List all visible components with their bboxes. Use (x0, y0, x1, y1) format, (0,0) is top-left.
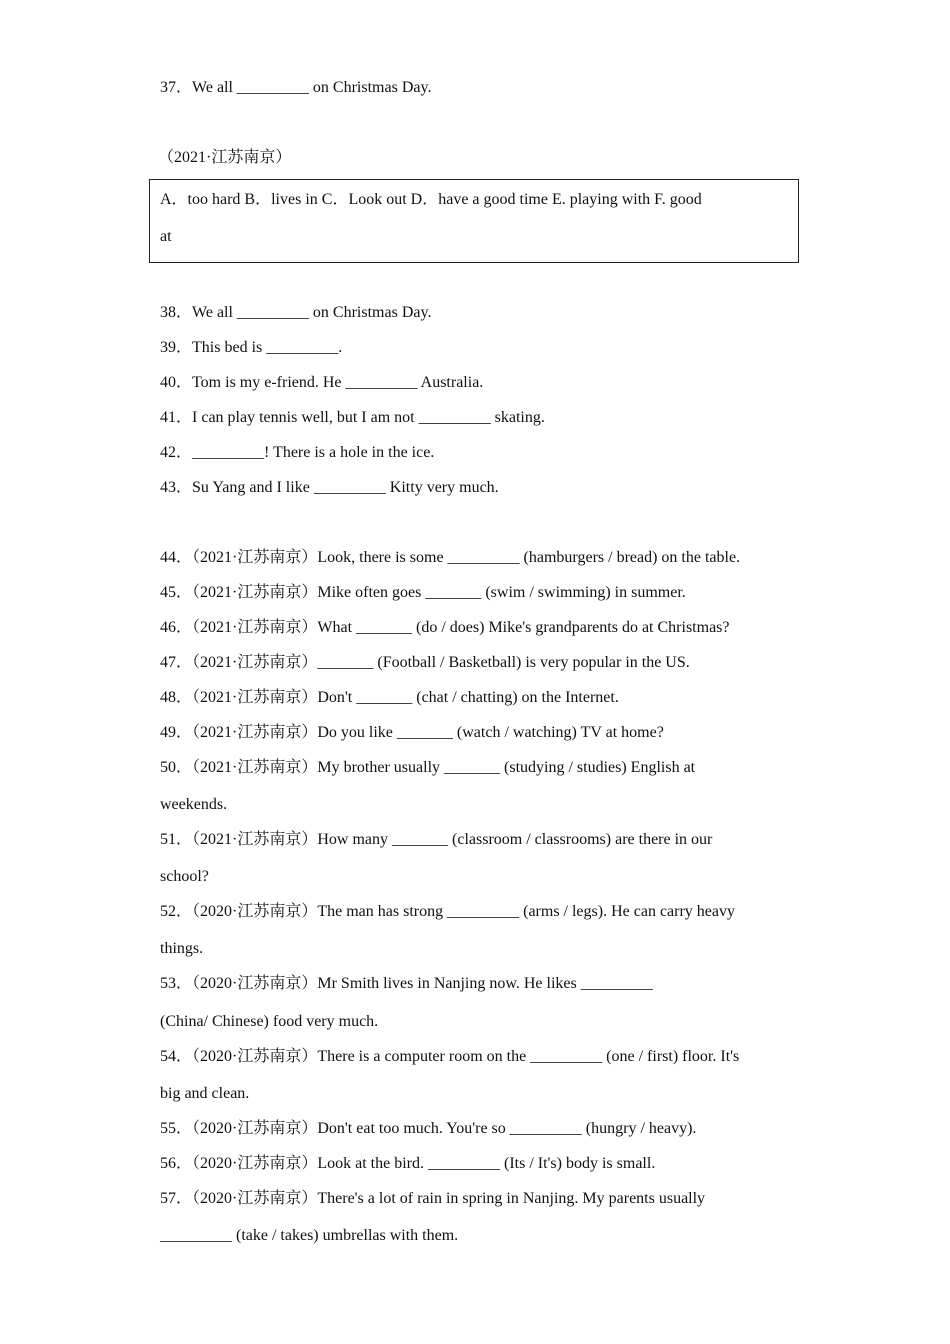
question-source: （2020·江苏南京） (192, 1048, 318, 1065)
question-text: Mr Smith lives in Nanjing now. He likes _________ (317, 975, 653, 992)
question-57-continuation: _________ (take / takes) umbrellas with them. (160, 1227, 459, 1244)
question-53-continuation: (China/ Chinese) food very much. (160, 1013, 379, 1030)
question-number: 49． (160, 724, 193, 741)
question-text: _______ (Football / Basketball) is very popular in the US. (317, 654, 690, 671)
question-source: （2021·江苏南京） (192, 584, 318, 601)
source-note: （2021·江苏南京） (158, 149, 292, 166)
question-42 (160, 443, 785, 463)
question-text: Look, there is some _________ (hamburgers / bread) on the table. (317, 549, 741, 566)
question-54-continuation: big and clean. (160, 1085, 250, 1102)
question-source: （2020·江苏南京） (192, 975, 318, 992)
question-number: 37． (160, 79, 193, 96)
question-40 (160, 373, 785, 393)
question-39 (160, 338, 785, 358)
question-number: 53． (160, 975, 193, 992)
question-number: 48． (160, 689, 193, 706)
question-48 (160, 688, 785, 708)
question-number: 50． (160, 759, 193, 776)
question-text: What _______ (do / does) Mike's grandparents do at Christmas? (317, 619, 730, 636)
question-text: Tom is my e-friend. He _________ Australia. (192, 374, 484, 391)
question-53 (160, 974, 785, 994)
question-text: This bed is _________. (192, 339, 343, 356)
question-source: （2021·江苏南京） (192, 619, 318, 636)
question-source: （2020·江苏南京） (192, 903, 318, 920)
question-number: 52． (160, 903, 193, 920)
question-number: 43． (160, 479, 193, 496)
question-text: My brother usually _______ (studying / studies) English at (317, 759, 696, 776)
question-source: （2020·江苏南京） (192, 1190, 318, 1207)
question-number: 42． (160, 444, 193, 461)
question-text: Su Yang and I like _________ Kitty very much. (192, 479, 499, 496)
question-46 (160, 618, 785, 638)
question-38 (160, 303, 785, 323)
question-51 (160, 830, 785, 850)
question-source: （2021·江苏南京） (192, 759, 318, 776)
question-50 (160, 758, 785, 778)
question-number: 54． (160, 1048, 193, 1065)
question-55 (160, 1119, 785, 1139)
question-47 (160, 653, 785, 673)
question-number: 57． (160, 1190, 193, 1207)
question-51-continuation: school? (160, 868, 209, 885)
question-text: Don't eat too much. You're so _________ (hungry / heavy). (317, 1120, 697, 1137)
question-number: 39． (160, 339, 193, 356)
question-source: （2021·江苏南京） (192, 724, 318, 741)
question-text: We all _________ on Christmas Day. (192, 79, 432, 96)
question-text: There's a lot of rain in spring in Nanjing. My parents usually (317, 1190, 706, 1207)
question-44 (160, 548, 785, 568)
question-source: （2021·江苏南京） (192, 654, 318, 671)
question-text: There is a computer room on the _________ (one / first) floor. It's (317, 1048, 740, 1065)
question-text: Mike often goes _______ (swim / swimming) in summer. (317, 584, 686, 601)
question-number: 38． (160, 304, 193, 321)
question-45 (160, 583, 785, 603)
question-52-continuation: things. (160, 940, 204, 957)
question-number: 51． (160, 831, 193, 848)
word-bank-line-1: A．too hard B．lives in C．Look out D．have a good time E. playing with F. good (160, 191, 702, 208)
question-text: Do you like _______ (watch / watching) TV at home? (317, 724, 664, 741)
question-50-continuation: weekends. (160, 796, 228, 813)
word-bank-box (149, 179, 799, 263)
question-number: 40． (160, 374, 193, 391)
question-37 (160, 78, 785, 98)
question-number: 46． (160, 619, 193, 636)
question-43 (160, 478, 785, 498)
question-number: 47． (160, 654, 193, 671)
question-52 (160, 902, 785, 922)
question-54 (160, 1047, 785, 1067)
question-number: 55． (160, 1120, 193, 1137)
question-41 (160, 408, 785, 428)
question-text: _________! There is a hole in the ice. (192, 444, 435, 461)
question-number: 45． (160, 584, 193, 601)
question-text: The man has strong _________ (arms / legs). He can carry heavy (317, 903, 736, 920)
question-56 (160, 1154, 785, 1174)
question-text: We all _________ on Christmas Day. (192, 304, 432, 321)
word-bank-line-2: at (160, 228, 172, 245)
question-source: （2021·江苏南京） (192, 549, 318, 566)
question-text: Don't _______ (chat / chatting) on the Internet. (317, 689, 619, 706)
question-text: I can play tennis well, but I am not _________ skating. (192, 409, 545, 426)
question-source: （2021·江苏南京） (192, 689, 318, 706)
question-number: 44． (160, 549, 193, 566)
question-source: （2020·江苏南京） (192, 1120, 318, 1137)
question-text: How many _______ (classroom / classrooms) are there in our (317, 831, 713, 848)
question-text: Look at the bird. _________ (Its / It's) body is small. (317, 1155, 656, 1172)
question-49 (160, 723, 785, 743)
question-number: 41． (160, 409, 193, 426)
question-57 (160, 1189, 785, 1209)
question-source: （2020·江苏南京） (192, 1155, 318, 1172)
question-source: （2021·江苏南京） (192, 831, 318, 848)
question-number: 56． (160, 1155, 193, 1172)
